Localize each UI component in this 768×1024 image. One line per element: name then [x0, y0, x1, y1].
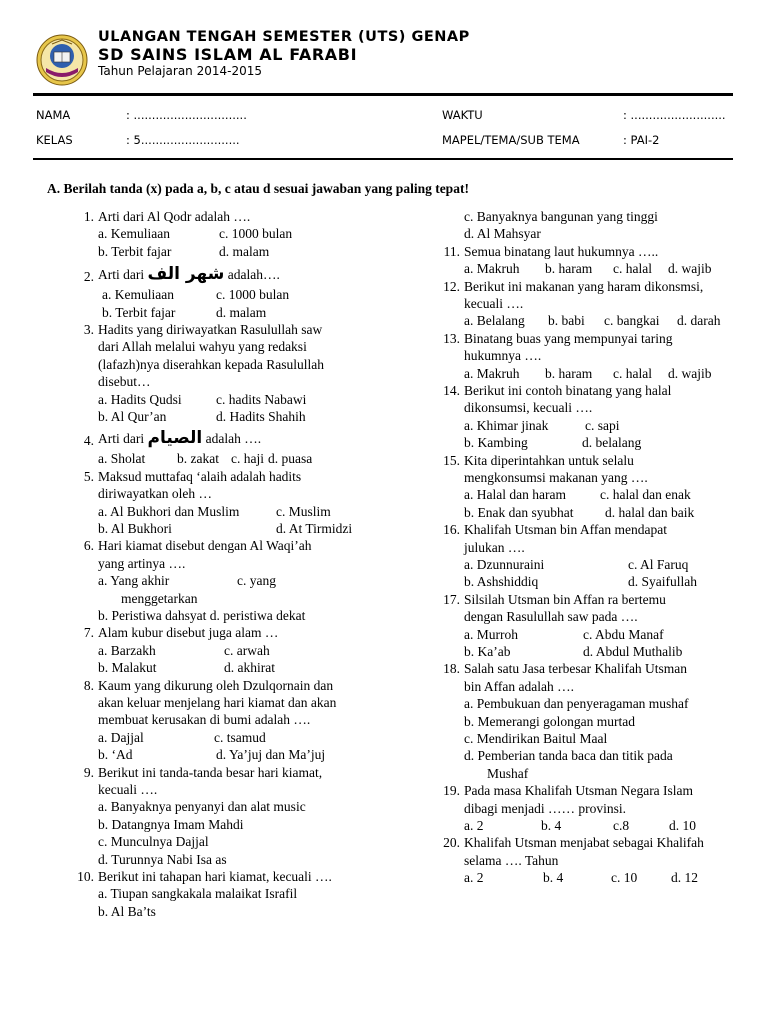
option-d[interactable]: d. Turunnya Nabi Isa as [98, 851, 227, 867]
question-19: 19. Pada masa Khalifah Utsman Negara Islam dibagi menjadi …… provinsi. a. 2 b. 4 c.8 d. 10 [440, 782, 740, 834]
academic-year: Tahun Pelajaran 2014-2015 [98, 64, 263, 78]
option-b[interactable]: b. Al Bukhori [98, 520, 172, 536]
question-10: 10. Berikut ini tahapan hari kiamat, kecuali …. a. Tiupan sangkakala malaikat Israfil b. Al Ba’ts [74, 868, 370, 920]
option-a[interactable]: a. 2 [464, 817, 484, 833]
option-b[interactable]: b. 4 [541, 817, 562, 833]
question-5: 5. Maksud muttafaq ‘alaih adalah hadits diriwayatkan oleh … a. Al Bukhori dan Muslim c. Muslim b. Al Bukhori d. At Tirmidzi [74, 468, 370, 538]
waktu-label: WAKTU [442, 108, 483, 122]
question-2: 2. Arti dari شهر الف adalah…. a. Kemuliaan c. 1000 bulan b. Terbit fajar d. malam [74, 264, 370, 321]
kelas-label: KELAS [36, 133, 73, 147]
waktu-field[interactable]: : .......................... [623, 108, 726, 122]
question-text: Hadits yang diriwayatkan Rasulullah saw dari Allah melalui wahyu yang redaksi (lafazh)nya diserahkan kepada Rasulullah disebut… [98, 321, 325, 390]
option-a[interactable]: a. Makruh [464, 261, 520, 277]
exam-title: ULANGAN TENGAH SEMESTER (UTS) GENAP [98, 29, 470, 45]
option-c[interactable]: c. 1000 bulan [216, 287, 290, 303]
question-text: Salah satu Jasa terbesar Khalifah Utsman bin Affan adalah …. [464, 661, 688, 694]
option-b[interactable]: b. Al Qur’an [98, 408, 167, 424]
nama-label: NAMA [36, 108, 71, 122]
option-d[interactable]: d. malam [216, 304, 267, 320]
arabic-term: شهر الف [147, 264, 225, 285]
school-name: SD SAINS ISLAM AL FARABI [98, 45, 358, 64]
option-d[interactable]: d. Ya’juj dan Ma’juj [216, 747, 326, 763]
questions-left-column [74, 208, 370, 920]
student-info-section [0, 100, 768, 160]
option-a[interactable]: a. Barzakh [98, 642, 156, 658]
option-b[interactable]: b. Malakut [98, 660, 157, 676]
question-text: Kita diperintahkan untuk selalu mengkonsumsi makanan yang …. [464, 452, 648, 485]
option-c[interactable]: c. sapi [585, 417, 620, 433]
option-a[interactable]: a. Pembukuan dan penyeragaman mushaf [464, 696, 689, 712]
option-c[interactable]: c. tsamud [214, 729, 266, 745]
question-10-continued [440, 208, 740, 243]
option-b[interactable]: b. ‘Ad [98, 747, 133, 763]
option-c-continued: menggetarkan [121, 590, 198, 606]
question-text: Berikut ini contoh binatang yang halal dikonsumsi, kecuali …. [464, 382, 672, 416]
option-d[interactable]: d. At Tirmidzi [276, 520, 353, 536]
option-a[interactable]: a. Dajjal [98, 729, 144, 745]
question-text: Berikut ini makanan yang haram dikonsmsi, kecuali …. [464, 278, 704, 311]
question-17: 17. Silsilah Utsman bin Affan ra bertemu dengan Rasulullah saw pada …. a. Murroh c. Abdu Manaf b. Ka’ab d. Abdul Muthalib [440, 591, 740, 661]
option-c[interactable]: c. hadits Nabawi [216, 391, 307, 407]
option-d[interactable]: d. wajib [668, 365, 712, 381]
option-c[interactable]: c. halal [613, 261, 652, 277]
question-text: Arti dari Al Qodr adalah …. [98, 209, 251, 224]
option-a[interactable]: a. Makruh [464, 365, 520, 381]
option-d[interactable]: d. halal dan baik [605, 504, 695, 520]
option-c[interactable]: c.8 [613, 817, 630, 833]
option-d[interactable]: d. Abdul Muthalib [583, 643, 683, 659]
question-8: 8. Kaum yang dikurung oleh Dzulqornain dan akan keluar menjelang hari kiamat dan akan membuat kerusakan di bumi adalah …. a. Dajjal c. tsamud b. ‘Ad d. Ya’juj dan Ma’juj [74, 677, 370, 764]
option-d[interactable]: d. akhirat [224, 660, 275, 676]
header-divider [33, 93, 733, 96]
option-d[interactable]: d. puasa [268, 451, 313, 467]
option-b[interactable]: b. Kambing [464, 435, 528, 451]
option-b[interactable]: b. Memerangi golongan murtad [464, 713, 635, 729]
question-text: Arti dari الصيام adalah …. [98, 428, 262, 449]
question-1: 1. Arti dari Al Qodr adalah …. a. Kemuliaan c. 1000 bulan b. Terbit fajar d. malam [74, 208, 370, 260]
option-c[interactable]: c. Munculnya Dajjal [98, 834, 209, 850]
option-d[interactable]: d. 10 [669, 817, 696, 833]
option-c[interactable]: c. yang [237, 573, 276, 589]
question-text: Alam kubur disebut juga alam … [98, 625, 279, 641]
option-c[interactable]: c. 10 [611, 870, 638, 886]
question-text: Pada masa Khalifah Utsman Negara Islam dibagi menjadi …… provinsi. [464, 783, 694, 816]
option-c[interactable]: c. Abdu Manaf [583, 626, 664, 642]
option-a[interactable]: a. Yang akhir [98, 573, 170, 589]
option-d[interactable]: d. malam [219, 243, 270, 259]
option-a[interactable]: a. Kemuliaan [98, 226, 170, 242]
question-3: 3. Hadits yang diriwayatkan Rasulullah saw dari Allah melalui wahyu yang redaksi (lafazh)nya diserahkan kepada Rasulullah disebut… a. Hadits Qudsi c. hadits Nabawi b. Al Qur’an d. Hadits Shahih [74, 321, 370, 425]
option-c[interactable]: c. arwah [224, 642, 270, 658]
exam-header [0, 0, 768, 100]
option-a[interactable]: a. Halal dan haram [464, 487, 566, 503]
school-logo-icon [36, 34, 88, 86]
option-a[interactable]: a. Al Bukhori dan Muslim [98, 503, 240, 519]
option-c[interactable]: c. Banyaknya bangunan yang tinggi [464, 209, 658, 224]
option-d[interactable]: d. 12 [671, 870, 698, 886]
question-text: Khalifah Utsman menjabat sebagai Khalifah selama …. Tahun [464, 835, 704, 868]
question-12: 12. Berikut ini makanan yang haram dikonsmsi, kecuali …. a. Belalang b. babi c. bangkai d. darah [440, 278, 740, 330]
option-c[interactable]: c. Muslim [276, 503, 331, 519]
option-b[interactable]: b. haram [545, 261, 593, 277]
section-instruction: A. Berilah tanda (x) pada a, b, c atau d sesuai jawaban yang paling tepat! [47, 181, 469, 196]
arabic-term: الصيام [147, 428, 203, 449]
option-a[interactable]: a. Sholat [98, 451, 146, 467]
option-a[interactable]: a. Kemuliaan [102, 287, 174, 303]
option-a[interactable]: a. Hadits Qudsi [98, 391, 182, 407]
option-a[interactable]: a. Tiupan sangkakala malaikat Israfil [98, 886, 298, 902]
option-a[interactable]: a. Banyaknya penyanyi dan alat music [98, 799, 306, 815]
option-a[interactable]: a. Dzunnuraini [464, 556, 545, 572]
option-b[interactable]: b. Ka’ab [464, 643, 511, 659]
option-c[interactable]: c. halal [613, 365, 652, 381]
option-c[interactable]: c. haji [231, 451, 264, 467]
nama-field[interactable]: : ............................... [126, 108, 247, 122]
question-7: 7. Alam kubur disebut juga alam … a. Barzakh c. arwah b. Malakut d. akhirat [74, 624, 370, 676]
option-d[interactable]: d. Syaifullah [628, 574, 697, 590]
question-14: 14. Berikut ini contoh binatang yang halal dikonsumsi, kecuali …. a. Khimar jinak c. sapi b. Kambing d. belalang [440, 382, 740, 452]
option-a[interactable]: a. Belalang [464, 313, 525, 329]
mapel-label: MAPEL/TEMA/SUB TEMA [442, 133, 580, 147]
info-divider [33, 158, 733, 160]
question-text: Silsilah Utsman bin Affan ra bertemu dengan Rasulullah saw pada …. [464, 591, 666, 625]
option-b[interactable]: b. Datangnya Imam Mahdi [98, 816, 244, 832]
question-text: Khalifah Utsman bin Affan mendapat julukan …. [464, 522, 667, 555]
option-d[interactable]: d. darah [677, 313, 721, 329]
option-b[interactable]: b. haram [545, 365, 593, 381]
option-c[interactable]: c. Mendirikan Baitul Maal [464, 730, 608, 746]
question-text: Maksud muttafaq ‘alaih adalah hadits diriwayatkan oleh … [98, 468, 302, 502]
option-b[interactable]: b. Terbit fajar [98, 243, 172, 259]
option-b[interactable]: b. Terbit fajar [102, 304, 176, 320]
question-13: 13. Binatang buas yang mempunyai taring hukumnya …. a. Makruh b. haram c. halal d. wajib [440, 330, 740, 382]
question-18: 18. Salah satu Jasa terbesar Khalifah Utsman bin Affan adalah …. a. Pembukuan dan penyeragaman mushaf b. Memerangi golongan murtad c. Mendirikan Baitul Maal d. Pemberian tanda baca dan titik pada Mushaf [440, 660, 740, 782]
option-d[interactable]: d. Pemberian tanda baca dan titik pada [464, 748, 673, 764]
option-c[interactable]: c. bangkai [604, 313, 660, 329]
option-b-d[interactable]: b. Peristiwa dahsyat d. peristiwa dekat [98, 607, 306, 623]
mapel-value: : PAI-2 [623, 133, 660, 147]
questions-right-column [440, 208, 740, 887]
option-a[interactable]: a. Khimar jinak [464, 417, 549, 433]
question-4: 4. Arti dari الصيام adalah …. a. Sholat b. zakat c. haji d. puasa [74, 428, 370, 467]
option-d[interactable]: d. Hadits Shahih [216, 408, 306, 424]
option-a[interactable]: a. 2 [464, 870, 484, 886]
question-11: 11. Semua binatang laut hukumnya ….. a. Makruh b. haram c. halal d. wajib [440, 243, 740, 278]
option-b[interactable]: b. Enak dan syubhat [464, 504, 574, 520]
option-c[interactable]: c. halal dan enak [600, 487, 691, 503]
question-6: 6. Hari kiamat disebut dengan Al Waqi’ah yang artinya …. a. Yang akhir c. yang menggetarkan b. Peristiwa dahsyat d. peristiwa dekat [74, 537, 370, 624]
question-15: 15. Kita diperintahkan untuk selalu mengkonsumsi makanan yang …. a. Halal dan haram c. halal dan enak b. Enak dan syubhat d. halal dan baik [440, 452, 740, 522]
option-d-continued: Mushaf [487, 765, 529, 781]
option-b[interactable]: b. zakat [177, 451, 219, 467]
question-text: Semua binatang laut hukumnya ….. [464, 243, 659, 259]
option-b[interactable]: b. Ashshiddiq [464, 574, 539, 590]
option-c[interactable]: c. Al Faruq [628, 556, 689, 572]
option-b[interactable]: b. babi [548, 313, 585, 329]
option-c[interactable]: c. 1000 bulan [219, 226, 293, 242]
option-b[interactable]: b. Al Ba’ts [98, 903, 156, 919]
option-d[interactable]: d. Al Mahsyar [464, 226, 541, 242]
option-b[interactable]: b. 4 [543, 870, 564, 886]
kelas-field[interactable]: : 5........................... [126, 133, 240, 147]
question-text: Hari kiamat disebut dengan Al Waqi’ah yang artinya …. [98, 538, 312, 571]
question-text: Binatang buas yang mempunyai taring hukumnya …. [464, 330, 673, 364]
option-d[interactable]: d. belalang [582, 435, 642, 451]
question-text: Arti dari شهر الف adalah…. [98, 264, 280, 285]
question-16: 16. Khalifah Utsman bin Affan mendapat julukan …. a. Dzunnuraini c. Al Faruq b. Ashshiddiq d. Syaifullah [440, 521, 740, 591]
question-text: Berikut ini tahapan hari kiamat, kecuali …. [98, 868, 332, 884]
question-9: 9. Berikut ini tanda-tanda besar hari kiamat, kecuali …. a. Banyaknya penyanyi dan alat music b. Datangnya Imam Mahdi c. Munculnya Dajjal d. Turunnya Nabi Isa as [74, 764, 370, 868]
question-text: Kaum yang dikurung oleh Dzulqornain dan akan keluar menjelang hari kiamat dan akan membuat kerusakan di bumi adalah …. [98, 677, 337, 728]
option-a[interactable]: a. Murroh [464, 626, 518, 642]
question-text: Berikut ini tanda-tanda besar hari kiamat, kecuali …. [98, 764, 323, 797]
question-20: 20. Khalifah Utsman menjabat sebagai Khalifah selama …. Tahun a. 2 b. 4 c. 10 d. 12 [440, 834, 740, 886]
option-d[interactable]: d. wajib [668, 261, 712, 277]
